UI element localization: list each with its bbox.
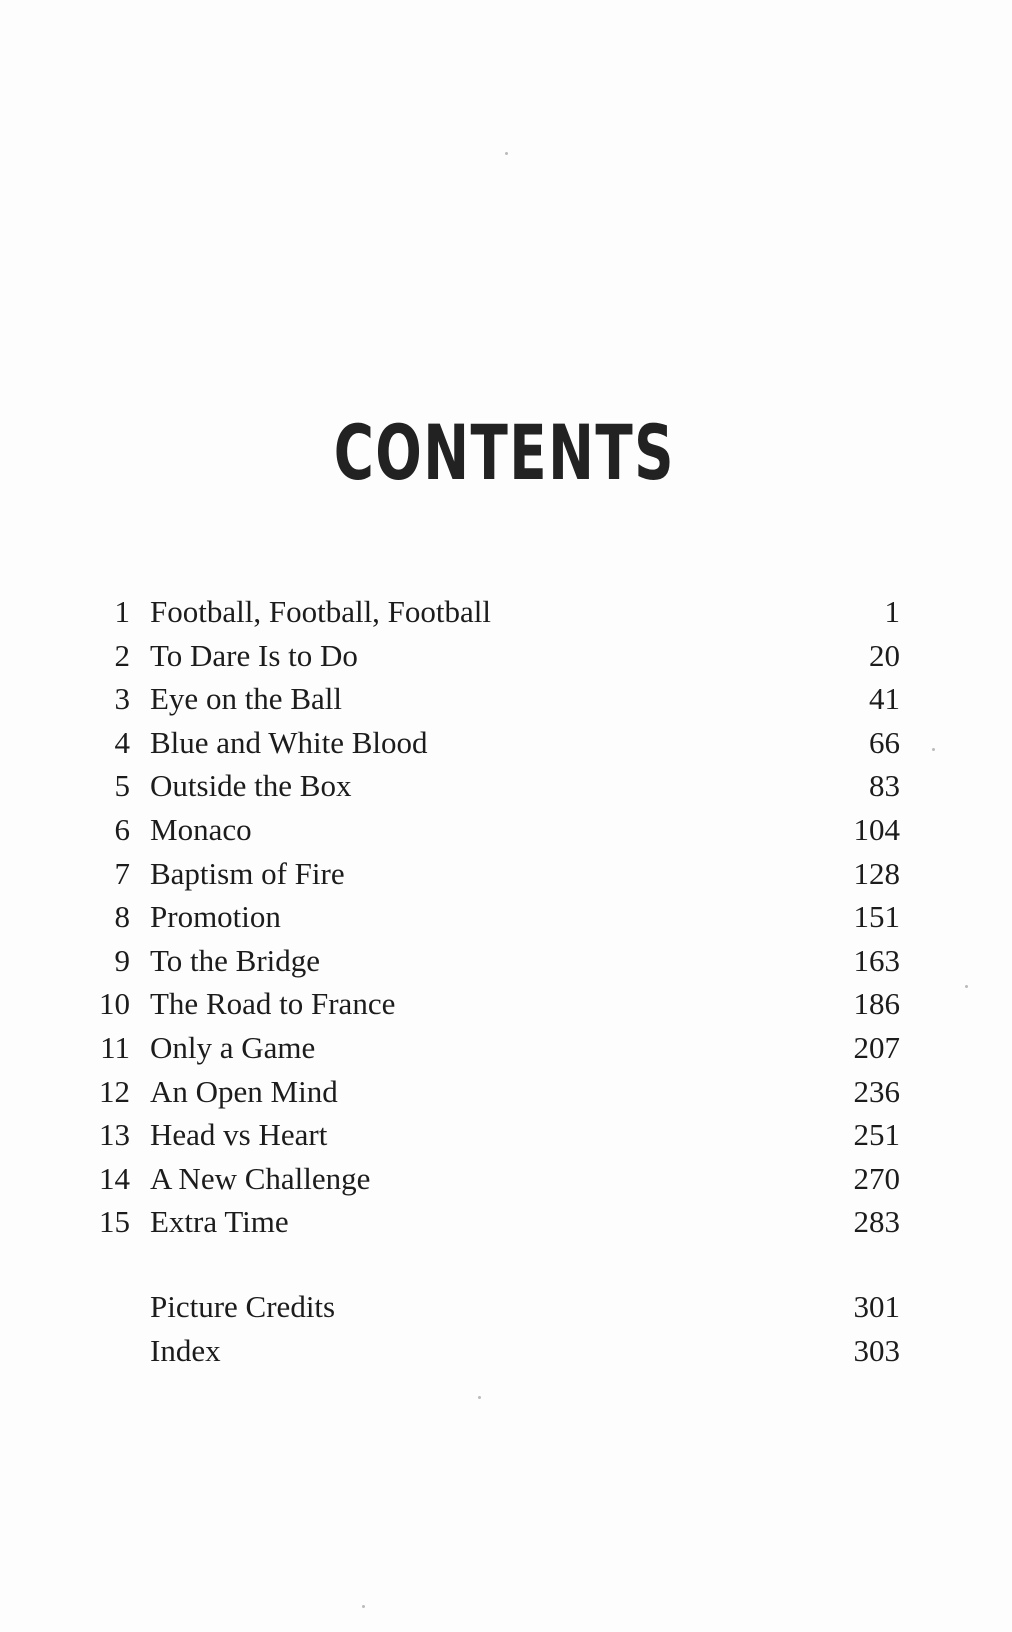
chapter-number: 10 [99,986,130,1022]
chapter-number: 5 [114,768,130,804]
chapter-number: 11 [100,1029,130,1065]
chapter-entry [80,982,900,1026]
chapter-entry [80,939,900,983]
chapter-entry [80,1200,900,1244]
chapter-page-number: 186 [853,986,900,1022]
chapter-entry [80,634,900,678]
chapter-entry [80,1157,900,1201]
chapter-entry [80,808,900,852]
back-matter-list [80,1285,900,1372]
chapter-number: 7 [114,855,130,891]
chapter-title: Blue and White Blood [150,724,428,760]
chapter-title: Extra Time [150,1204,289,1240]
chapter-page-number: 83 [869,768,900,804]
back-matter-title: Picture Credits [150,1289,336,1324]
chapter-entry [80,895,900,939]
chapter-page-number: 128 [853,855,900,891]
chapter-number: 9 [114,942,130,978]
chapter-page-number: 270 [853,1160,900,1196]
chapter-entry [80,590,900,634]
paper-speck [965,985,968,988]
chapter-title: A New Challenge [150,1160,371,1196]
chapter-title: Baptism of Fire [150,855,345,891]
chapter-entry [80,1026,900,1070]
chapter-page-number: 41 [869,681,900,717]
chapter-page-number: 251 [853,1117,900,1153]
chapter-page-number: 151 [853,899,900,935]
back-matter-entry [80,1329,900,1373]
chapter-entry [80,1113,900,1157]
chapter-entry [80,1070,900,1114]
chapter-entry [80,764,900,808]
chapter-title: To the Bridge [150,942,321,978]
chapter-entry [80,677,900,721]
chapter-number: 14 [99,1160,130,1196]
chapter-page-number: 236 [853,1073,900,1109]
chapter-number: 3 [114,681,130,717]
paper-speck [478,1396,481,1399]
chapter-title: Football, Football, Football [150,594,492,629]
back-matter-title: Index [150,1332,221,1368]
chapter-page-number: 283 [853,1204,900,1240]
paper-speck [932,748,935,751]
page-title: CONTENTS [333,408,675,497]
back-matter-page-number: 301 [853,1289,900,1324]
back-matter-entry [80,1285,900,1329]
chapter-page-number: 20 [869,637,900,673]
chapter-page-number: 207 [853,1029,900,1065]
chapter-title: Head vs Heart [150,1117,328,1153]
chapter-list [80,590,900,1244]
chapter-title: Outside the Box [150,768,352,804]
chapter-title: Promotion [150,899,281,935]
chapter-title: Monaco [150,811,252,847]
chapter-entry [80,721,900,765]
chapter-page-number: 66 [869,724,900,760]
chapter-number: 15 [99,1204,130,1240]
chapter-number: 8 [114,899,130,935]
chapter-number: 13 [99,1117,130,1153]
paper-speck [362,1605,365,1608]
back-matter-page-number: 303 [853,1332,900,1368]
chapter-title: To Dare Is to Do [150,637,358,673]
chapter-title: The Road to France [150,986,396,1022]
chapter-number: 2 [114,637,130,673]
chapter-title: Eye on the Ball [150,681,342,717]
chapter-page-number: 163 [853,942,900,978]
paper-speck [505,152,508,155]
chapter-entry [80,852,900,896]
chapter-number: 4 [114,724,130,760]
chapter-number: 6 [114,811,130,847]
chapter-title: Only a Game [150,1029,316,1065]
chapter-title: An Open Mind [150,1073,338,1109]
chapter-page-number: 104 [853,811,900,847]
chapter-number: 12 [99,1073,130,1109]
chapter-page-number: 1 [884,594,900,629]
chapter-number: 1 [114,594,130,629]
